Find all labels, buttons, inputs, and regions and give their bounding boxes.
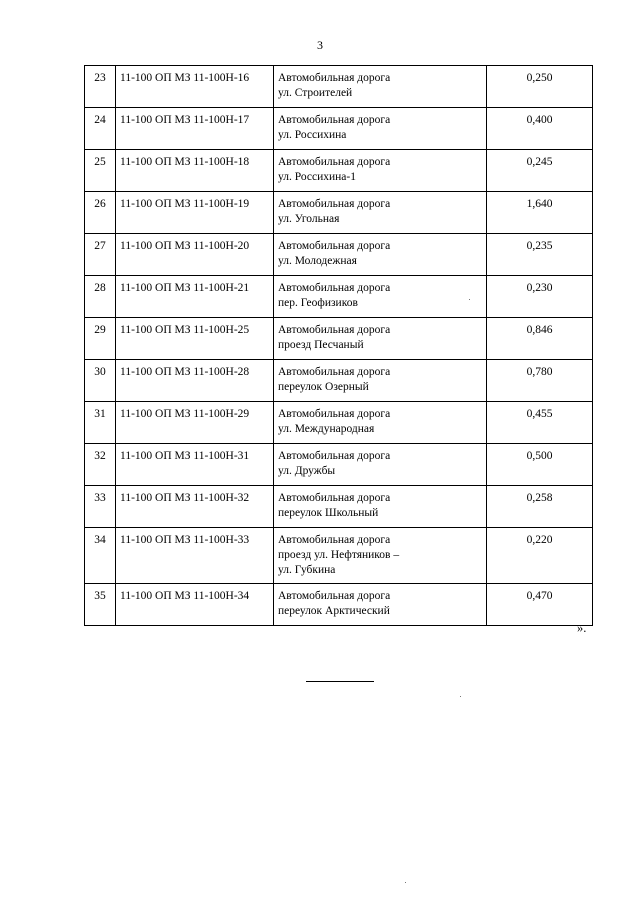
table-row	[85, 528, 593, 584]
road-length: 0,220	[487, 528, 593, 584]
scan-speck	[405, 882, 406, 883]
road-code: 11-100 ОП МЗ 11-100Н-32	[116, 486, 274, 528]
road-name-line: Автомобильная дорога	[278, 324, 391, 336]
road-length: 0,500	[487, 444, 593, 486]
road-name-line: ул. Международная	[278, 423, 375, 435]
road-name-line: Автомобильная дорога	[278, 408, 391, 420]
road-length: 0,258	[487, 486, 593, 528]
road-name-line: Автомобильная дорога	[278, 156, 391, 168]
table-row	[85, 150, 593, 192]
row-number: 33	[85, 486, 116, 528]
road-length: 0,245	[487, 150, 593, 192]
road-code: 11-100 ОП МЗ 11-100Н-31	[116, 444, 274, 486]
scan-speck	[469, 299, 470, 300]
road-name-line: проезд ул. Нефтяников –	[278, 549, 400, 561]
road-name-line: Автомобильная дорога	[278, 114, 391, 126]
row-number: 35	[85, 584, 116, 626]
row-number: 34	[85, 528, 116, 584]
road-name-line: Автомобильная дорога	[278, 450, 391, 462]
road-code: 11-100 ОП МЗ 11-100Н-29	[116, 402, 274, 444]
road-name-line: переулок Арктический	[278, 605, 390, 617]
row-number: 28	[85, 276, 116, 318]
road-code: 11-100 ОП МЗ 11-100Н-33	[116, 528, 274, 584]
road-name-line: Автомобильная дорога	[278, 366, 391, 378]
road-name-line: ул. Россихина-1	[278, 171, 356, 183]
table-row	[85, 318, 593, 360]
road-name	[274, 276, 487, 318]
road-name-line: Автомобильная дорога	[278, 282, 391, 294]
road-name-line: ул. Молодежная	[278, 255, 357, 267]
closing-quote: ».	[577, 621, 587, 635]
road-code: 11-100 ОП МЗ 11-100Н-21	[116, 276, 274, 318]
road-length: 1,640	[487, 192, 593, 234]
road-name	[274, 584, 487, 626]
road-name-line: ул. Угольная	[278, 213, 340, 225]
road-name	[274, 192, 487, 234]
table-row	[85, 584, 593, 626]
row-number: 31	[85, 402, 116, 444]
road-name-line: Автомобильная дорога	[278, 240, 391, 252]
roads-table	[84, 65, 593, 626]
road-code: 11-100 ОП МЗ 11-100Н-17	[116, 108, 274, 150]
table-row	[85, 486, 593, 528]
road-name-line: проезд Песчаный	[278, 339, 364, 351]
row-number: 23	[85, 66, 116, 108]
table-row	[85, 276, 593, 318]
road-code: 11-100 ОП МЗ 11-100Н-25	[116, 318, 274, 360]
road-length: 0,846	[487, 318, 593, 360]
road-name	[274, 150, 487, 192]
road-name-line: ул. Строителей	[278, 87, 353, 99]
road-name-line: переулок Школьный	[278, 507, 379, 519]
road-length: 0,235	[487, 234, 593, 276]
table-row	[85, 234, 593, 276]
table-row	[85, 402, 593, 444]
table-row	[85, 192, 593, 234]
road-name-line: пер. Геофизиков	[278, 297, 358, 309]
road-name-line: ул. Россихина	[278, 129, 347, 141]
road-length: 0,780	[487, 360, 593, 402]
road-name	[274, 66, 487, 108]
scan-speck	[460, 696, 461, 697]
road-length: 0,470	[487, 584, 593, 626]
row-number: 26	[85, 192, 116, 234]
road-name	[274, 528, 487, 584]
row-number: 30	[85, 360, 116, 402]
road-name-line: переулок Озерный	[278, 381, 369, 393]
row-number: 32	[85, 444, 116, 486]
road-code: 11-100 ОП МЗ 11-100Н-16	[116, 66, 274, 108]
page-number: 3	[317, 38, 323, 52]
road-name	[274, 108, 487, 150]
road-name-line: ул. Губкина	[278, 564, 336, 576]
road-code: 11-100 ОП МЗ 11-100Н-34	[116, 584, 274, 626]
road-code: 11-100 ОП МЗ 11-100Н-20	[116, 234, 274, 276]
road-name	[274, 318, 487, 360]
road-name	[274, 234, 487, 276]
road-code: 11-100 ОП МЗ 11-100Н-19	[116, 192, 274, 234]
table-row	[85, 108, 593, 150]
road-code: 11-100 ОП МЗ 11-100Н-18	[116, 150, 274, 192]
road-name-line: Автомобильная дорога	[278, 534, 391, 546]
road-name-line: Автомобильная дорога	[278, 492, 391, 504]
row-number: 24	[85, 108, 116, 150]
table-row	[85, 66, 593, 108]
road-name	[274, 444, 487, 486]
road-length: 0,250	[487, 66, 593, 108]
road-name-line: ул. Дружбы	[278, 465, 336, 477]
row-number: 25	[85, 150, 116, 192]
table-row	[85, 360, 593, 402]
road-name	[274, 360, 487, 402]
row-number: 27	[85, 234, 116, 276]
table-row	[85, 444, 593, 486]
road-code: 11-100 ОП МЗ 11-100Н-28	[116, 360, 274, 402]
road-name-line: Автомобильная дорога	[278, 72, 391, 84]
road-name-line: Автомобильная дорога	[278, 590, 391, 602]
road-name	[274, 486, 487, 528]
row-number: 29	[85, 318, 116, 360]
road-length: 0,400	[487, 108, 593, 150]
road-name-line: Автомобильная дорога	[278, 198, 391, 210]
road-length: 0,230	[487, 276, 593, 318]
road-name	[274, 402, 487, 444]
road-length: 0,455	[487, 402, 593, 444]
signature-line	[306, 681, 374, 682]
